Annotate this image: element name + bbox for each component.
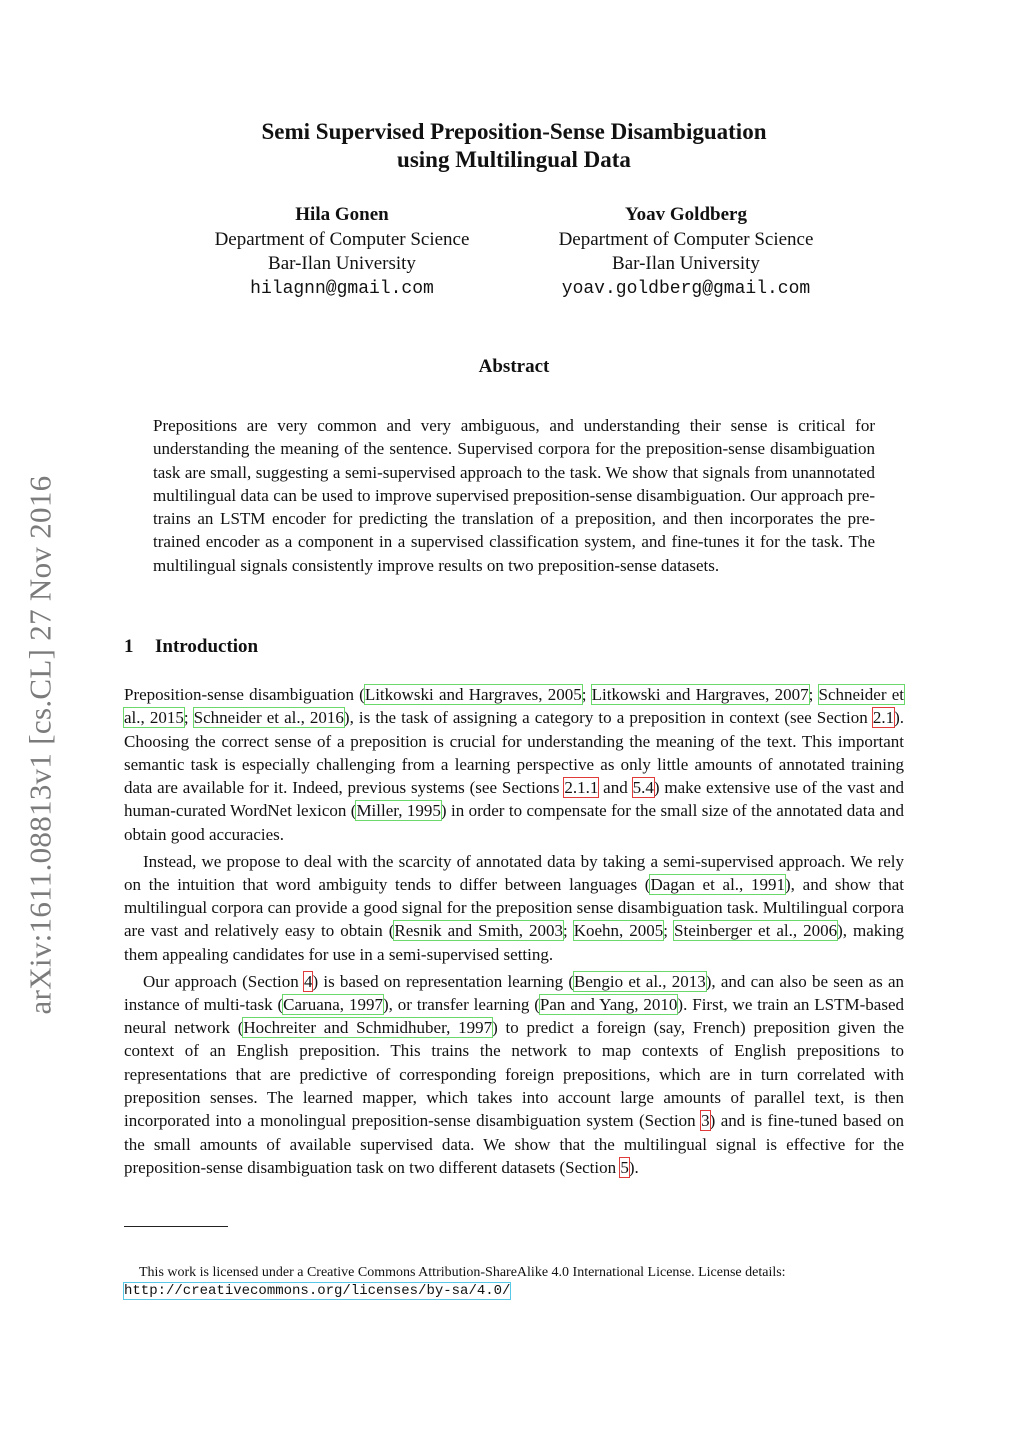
text-run: ; <box>663 921 675 941</box>
intro-paragraph-2 <box>124 850 904 966</box>
text-run: ) in order to compensate for the small size of the annotated data and obtain good accuracies. <box>124 801 905 844</box>
section-ref-link[interactable]: 5 <box>620 1157 629 1177</box>
abstract-heading: Abstract <box>478 356 550 377</box>
section-ref-link[interactable]: 5.4 <box>632 778 654 798</box>
author-dept: Department of Computer Science <box>558 228 814 250</box>
citation-link[interactable]: Litkowski and Hargraves, 2005 <box>364 685 582 704</box>
citation-link[interactable]: Dagan et al., 1991 <box>650 874 786 894</box>
section-ref-link[interactable]: 4 <box>303 971 313 991</box>
text-run: ; <box>581 685 592 704</box>
citation-link[interactable]: Pan and Yang, 2010 <box>539 994 678 1014</box>
author-email: yoav.goldberg@gmail.com <box>561 278 811 299</box>
arxiv-id: arXiv:1611.08813v1 [cs.CL] 27 Nov 2016 <box>22 475 58 1015</box>
citation-link[interactable]: Schneider et al., 2015 <box>124 685 904 728</box>
citation-link[interactable]: Litkowski and Hargraves, 2007 <box>591 685 809 704</box>
text-run: ), is the task of assigning a category to a preposition in context (see Section <box>343 708 873 728</box>
citation-link[interactable]: Resnik and Smith, 2003 <box>394 921 564 941</box>
section-title: Introduction <box>155 636 259 657</box>
author-dept: Department of Computer Science <box>214 228 470 250</box>
citation-link[interactable]: Bengio et al., 2013 <box>574 971 706 991</box>
text-run: and <box>598 778 633 798</box>
title-line-2: using Multilingual Data <box>397 147 631 172</box>
citation-link[interactable]: Steinberger et al., 2006 <box>674 921 838 941</box>
text-run: ), and show that multilingual corpora can provide a good signal for the preposition sense disambiguation task. Multilingual corpora are vast and relatively easy to obtain ( <box>124 874 905 941</box>
section-ref-link[interactable]: 2.1 <box>872 708 895 728</box>
intro-paragraph-3 <box>124 970 904 1180</box>
text-run: ) to predict a foreign (say, French) preposition given the context of an English preposition. This trains the network to map contexts of English prepositions to representations that are predictive of corresponding foreign prepositions, which are in turn correlated with preposition senses. The learned mapper, which takes into account large amounts of parallel text, is then incorporated into a monolingual preposition-sense disambiguation system (Section <box>124 1018 904 1131</box>
footnote-rule <box>124 1226 228 1227</box>
text-run: Preposition-sense disambiguation ( <box>124 685 365 704</box>
text-run: ) is based on representation learning ( <box>312 971 575 991</box>
text-run: ; <box>808 685 819 704</box>
footnote-text: This work is licensed under a Creative Commons Attribution-ShareAlike 4.0 International License. License details: <box>139 1265 786 1280</box>
citation-link[interactable]: Schneider et al., 2016 <box>193 708 344 728</box>
intro-paragraph-1 <box>124 683 904 846</box>
text-run: ) and is fine-tuned based on the small amounts of available supervised data. We show that the multilingual signal is effective for the preposition-sense disambiguation task on two different datasets (Section <box>124 1111 904 1177</box>
paper-title <box>120 118 908 174</box>
text-run: ). <box>628 1157 639 1177</box>
section-number: 1 <box>124 636 134 657</box>
section-heading <box>124 636 258 658</box>
author-univ: Bar-Ilan University <box>268 253 416 274</box>
author-block-1 <box>172 203 512 301</box>
section-ref-link[interactable]: 2.1.1 <box>564 778 599 798</box>
arxiv-sidebar-stamp <box>20 440 60 1050</box>
citation-link[interactable]: Caruana, 1997 <box>283 994 383 1014</box>
intro-body <box>124 683 904 1183</box>
author-name: Yoav Goldberg <box>625 204 747 225</box>
author-name: Hila Gonen <box>295 204 389 225</box>
author-email: hilagnn@gmail.com <box>250 278 434 299</box>
text-run: ) make extensive use of the vast and human-curated WordNet lexicon ( <box>124 778 905 821</box>
author-univ: Bar-Ilan University <box>612 253 760 274</box>
license-url-link[interactable]: http://creativecommons.org/licenses/by-sa/4.0/ <box>124 1283 511 1299</box>
footnote <box>124 1264 904 1300</box>
text-run: Instead, we propose to deal with the scarcity of annotated data by taking a semi-supervised approach. We rely on the intuition that word ambiguity tends to differ between languages ( <box>124 851 904 894</box>
citation-link[interactable]: Hochreiter and Schmidhuber, 1997 <box>243 1018 493 1038</box>
citation-link[interactable]: Koehn, 2005 <box>573 921 664 941</box>
text-run: ), and can also be seen as an instance of multi-task ( <box>124 971 905 1014</box>
text-run: ), making them appealing candidates for use in a semi-supervised setting. <box>124 921 904 964</box>
section-ref-link[interactable]: 3 <box>701 1111 710 1131</box>
text-run: ). Choosing the correct sense of a preposition is crucial for understanding the meaning of the text. This important semantic task is especially challenging from a learning perspective as only little amounts of annotated training data are available for it. Indeed, previous systems (see Sections <box>124 708 904 798</box>
text-run: ). First, we train an LSTM-based neural network ( <box>124 994 904 1038</box>
abstract-text: Prepositions are very common and very ambiguous, and understanding their sense is critical for understanding the meaning of the sentence. Supervised corpora for the preposition-sense disambiguation task are small, suggesting a semi-supervised approach to the task. We show that signals from unannotated multilingual data can be used to improve supervised preposition-sense disambiguation. Our approach pre-trains an LSTM encoder for predicting the translation of a preposition, and then incorporates the pre-trained encoder as a component in a supervised classification system, and fine-tunes it for the task. The multilingual signals consistently improve results on two preposition-sense datasets. <box>153 416 875 575</box>
title-line-1: Semi Supervised Preposition-Sense Disambiguation <box>261 119 767 144</box>
author-block-2 <box>516 203 856 301</box>
text-run: ), or transfer learning ( <box>382 994 540 1014</box>
text-run: Our approach (Section <box>143 971 304 991</box>
text-run: ; <box>183 708 194 728</box>
citation-link[interactable]: Miller, 1995 <box>356 801 441 821</box>
text-run: ; <box>563 921 574 941</box>
